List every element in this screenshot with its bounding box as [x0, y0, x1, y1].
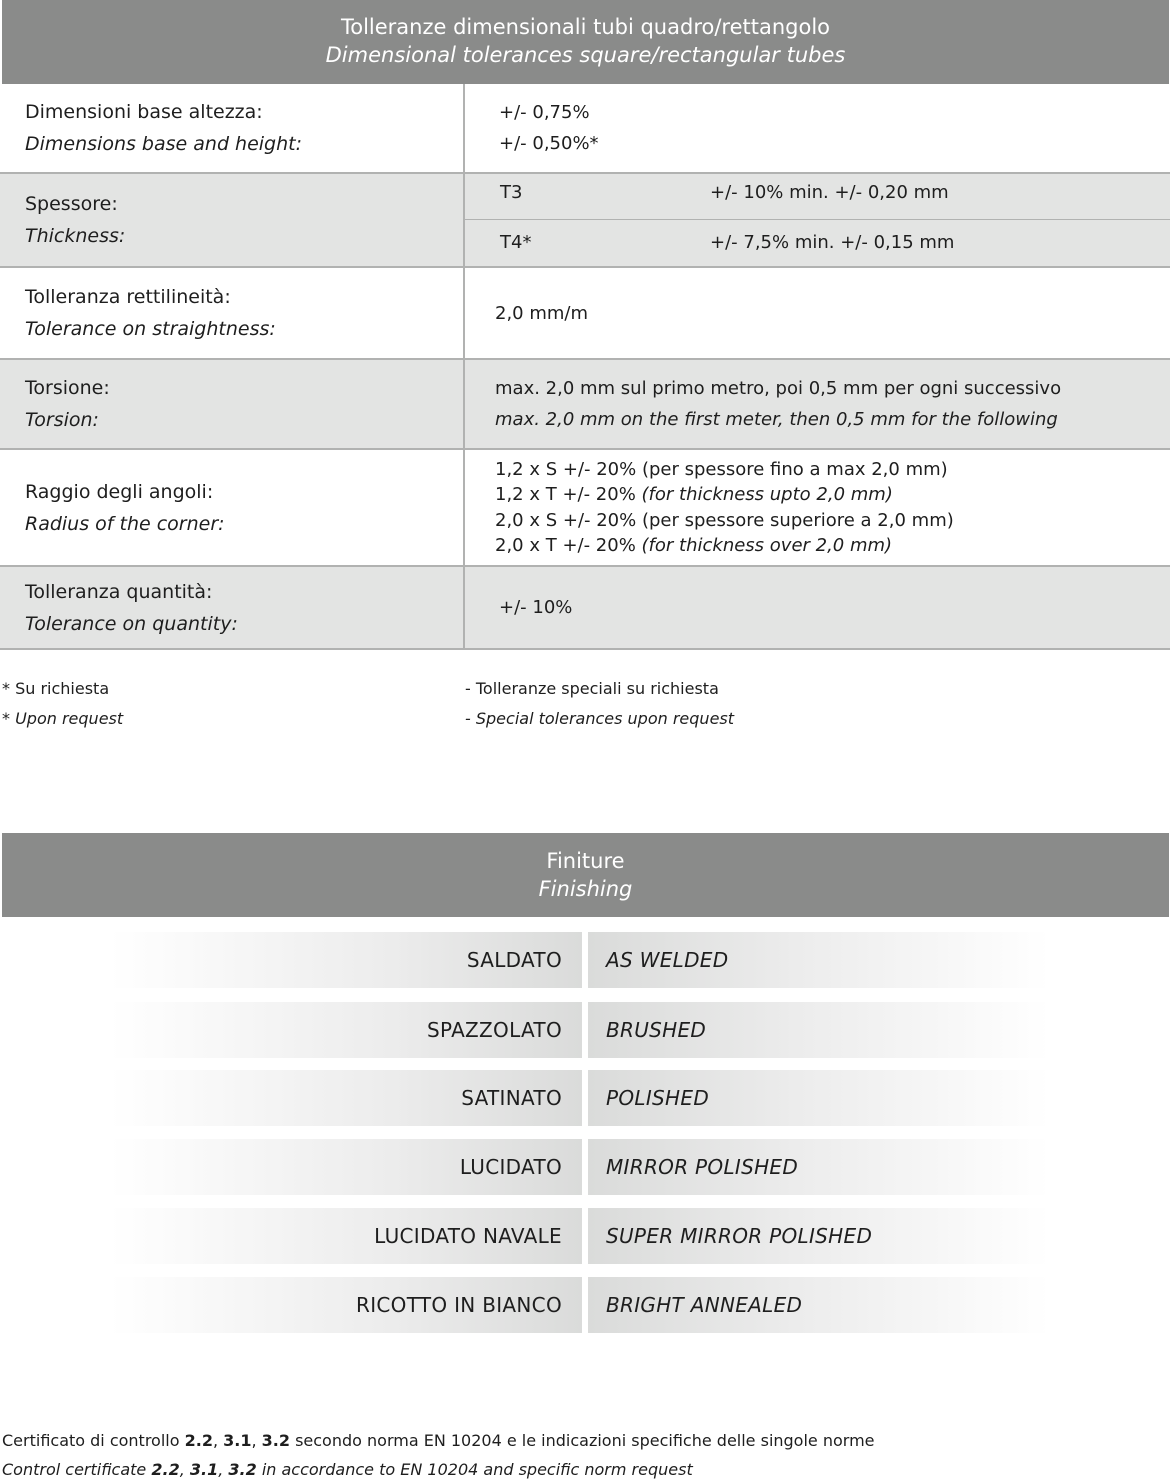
cert-number: 3.2 [261, 1431, 290, 1450]
cert-sep: , [251, 1431, 262, 1450]
value-line: +/- 0,75% [499, 102, 590, 123]
label-en: Tolerance on quantity: [25, 612, 238, 635]
table-row-straightness [0, 268, 1170, 360]
table-row-quantity [0, 567, 1170, 650]
row-value [495, 360, 1170, 448]
finishing-row [110, 1277, 1050, 1333]
footnote-en: - Special tolerances upon request [465, 709, 735, 728]
row-value [495, 84, 1170, 172]
finishing-en: BRIGHT ANNEALED [588, 1277, 1050, 1333]
table-row-dimensions [0, 84, 1170, 174]
row-value [495, 450, 1170, 565]
value-line: max. 2,0 mm on the first meter, then 0,5 mm for the following [495, 409, 1058, 430]
label-en: Tolerance on straightness: [25, 318, 276, 340]
finishing-title-en: Finishing [538, 877, 633, 901]
label-it: Spessore: [25, 193, 118, 215]
finishing-it: SATINATO [110, 1070, 582, 1126]
finishing-header [2, 833, 1169, 917]
cert-number: 3.1 [189, 1460, 219, 1479]
label-it: Tolleranza quantità: [25, 580, 213, 603]
footnote-text: Upon request [15, 709, 124, 728]
label-it: Tolleranza rettilineità: [25, 286, 231, 308]
certificate-it [2, 1426, 875, 1455]
label-en: Thickness: [25, 225, 126, 247]
finishing-it: LUCIDATO NAVALE [110, 1208, 582, 1264]
row-value [495, 268, 1170, 358]
cert-text: secondo norma EN 10204 e le indicazioni specifiche delle singole norme [289, 1431, 875, 1450]
cert-number: 2.2 [184, 1431, 213, 1450]
cert-text: Control certificate [2, 1460, 152, 1479]
footnote-request [2, 674, 123, 734]
finishing-it: RICOTTO IN BIANCO [110, 1277, 582, 1333]
thickness-subrow [465, 174, 1170, 220]
finishing-en: SUPER MIRROR POLISHED [588, 1208, 1050, 1264]
row-value [495, 567, 1170, 648]
row-label [0, 567, 465, 648]
row-label [0, 268, 465, 358]
finishing-en: POLISHED [588, 1070, 1050, 1126]
label-it: Torsione: [25, 377, 110, 399]
thickness-code: T4* [500, 232, 532, 253]
label-it: Raggio degli angoli: [25, 480, 214, 503]
cert-text: Certificato di controllo [2, 1431, 185, 1450]
footnote-it: * Su richiesta [2, 679, 110, 698]
certificate-en [2, 1455, 875, 1484]
footnote-en [2, 704, 123, 734]
row-label [0, 450, 465, 565]
value-text: (for thickness over 2,0 mm) [641, 535, 893, 556]
cert-text: in accordance to EN 10204 and specific norm request [256, 1460, 693, 1479]
footnote-special [465, 674, 734, 734]
tolerances-header [2, 0, 1169, 84]
label-en: Dimensions base and height: [25, 133, 303, 155]
thickness-subrow [465, 220, 1170, 266]
label-en: Radius of the corner: [25, 512, 225, 535]
finishing-row [110, 1070, 1050, 1126]
thickness-range: +/- 10% min. +/- 0,20 mm [710, 182, 949, 203]
cert-number: 2.2 [151, 1460, 180, 1479]
value-line: 2,0 mm/m [495, 302, 589, 324]
label-it: Dimensioni base altezza: [25, 101, 263, 123]
value-line: +/- 10% [499, 597, 573, 618]
certificate-note [2, 1426, 875, 1484]
finishing-row [110, 1139, 1050, 1195]
row-label [0, 174, 465, 266]
finishing-en: AS WELDED [588, 932, 1050, 988]
finishing-it: LUCIDATO [110, 1139, 582, 1195]
value-line: 2,0 x S +/- 20% (per spessore superiore a 2,0 mm) [495, 509, 954, 531]
row-label [0, 360, 465, 448]
finishing-title-it: Finiture [546, 849, 625, 873]
cert-sep: , [212, 1431, 224, 1450]
value-line: +/- 0,50%* [499, 133, 599, 154]
cert-sep: , [179, 1460, 190, 1479]
footnote-star: * [2, 709, 16, 728]
tolerances-title-en: Dimensional tolerances square/rectangular tubes [325, 43, 846, 67]
thickness-code: T3 [500, 182, 523, 203]
cert-sep: , [218, 1460, 229, 1479]
value-line [495, 482, 1170, 508]
table-row-radius [0, 450, 1170, 567]
finishing-en: MIRROR POLISHED [588, 1139, 1050, 1195]
cert-number: 3.2 [228, 1460, 257, 1479]
finishing-it: SPAZZOLATO [110, 1002, 582, 1058]
value-line: max. 2,0 mm sul primo metro, poi 0,5 mm per ogni successivo [495, 378, 1062, 399]
value-text: 2,0 x T +/- 20% [495, 535, 642, 556]
finishing-it: SALDATO [110, 932, 582, 988]
thickness-range: +/- 7,5% min. +/- 0,15 mm [710, 232, 955, 253]
finishing-row [110, 1002, 1050, 1058]
table-row-thickness [0, 174, 1170, 268]
value-text: 1,2 x T +/- 20% [495, 484, 642, 505]
finishing-row [110, 1208, 1050, 1264]
label-en: Torsion: [25, 409, 99, 431]
finishing-row [110, 932, 1050, 988]
value-line [495, 533, 1170, 559]
finishing-en: BRUSHED [588, 1002, 1050, 1058]
row-label [0, 84, 465, 172]
value-line: 1,2 x S +/- 20% (per spessore fino a max 2,0 mm) [495, 458, 948, 480]
value-text: (for thickness upto 2,0 mm) [641, 484, 893, 505]
cert-number: 3.1 [223, 1431, 252, 1450]
tolerances-title-it: Tolleranze dimensionali tubi quadro/rettangolo [340, 15, 831, 39]
table-row-torsion [0, 360, 1170, 450]
footnote-it: - Tolleranze speciali su richiesta [465, 679, 719, 698]
